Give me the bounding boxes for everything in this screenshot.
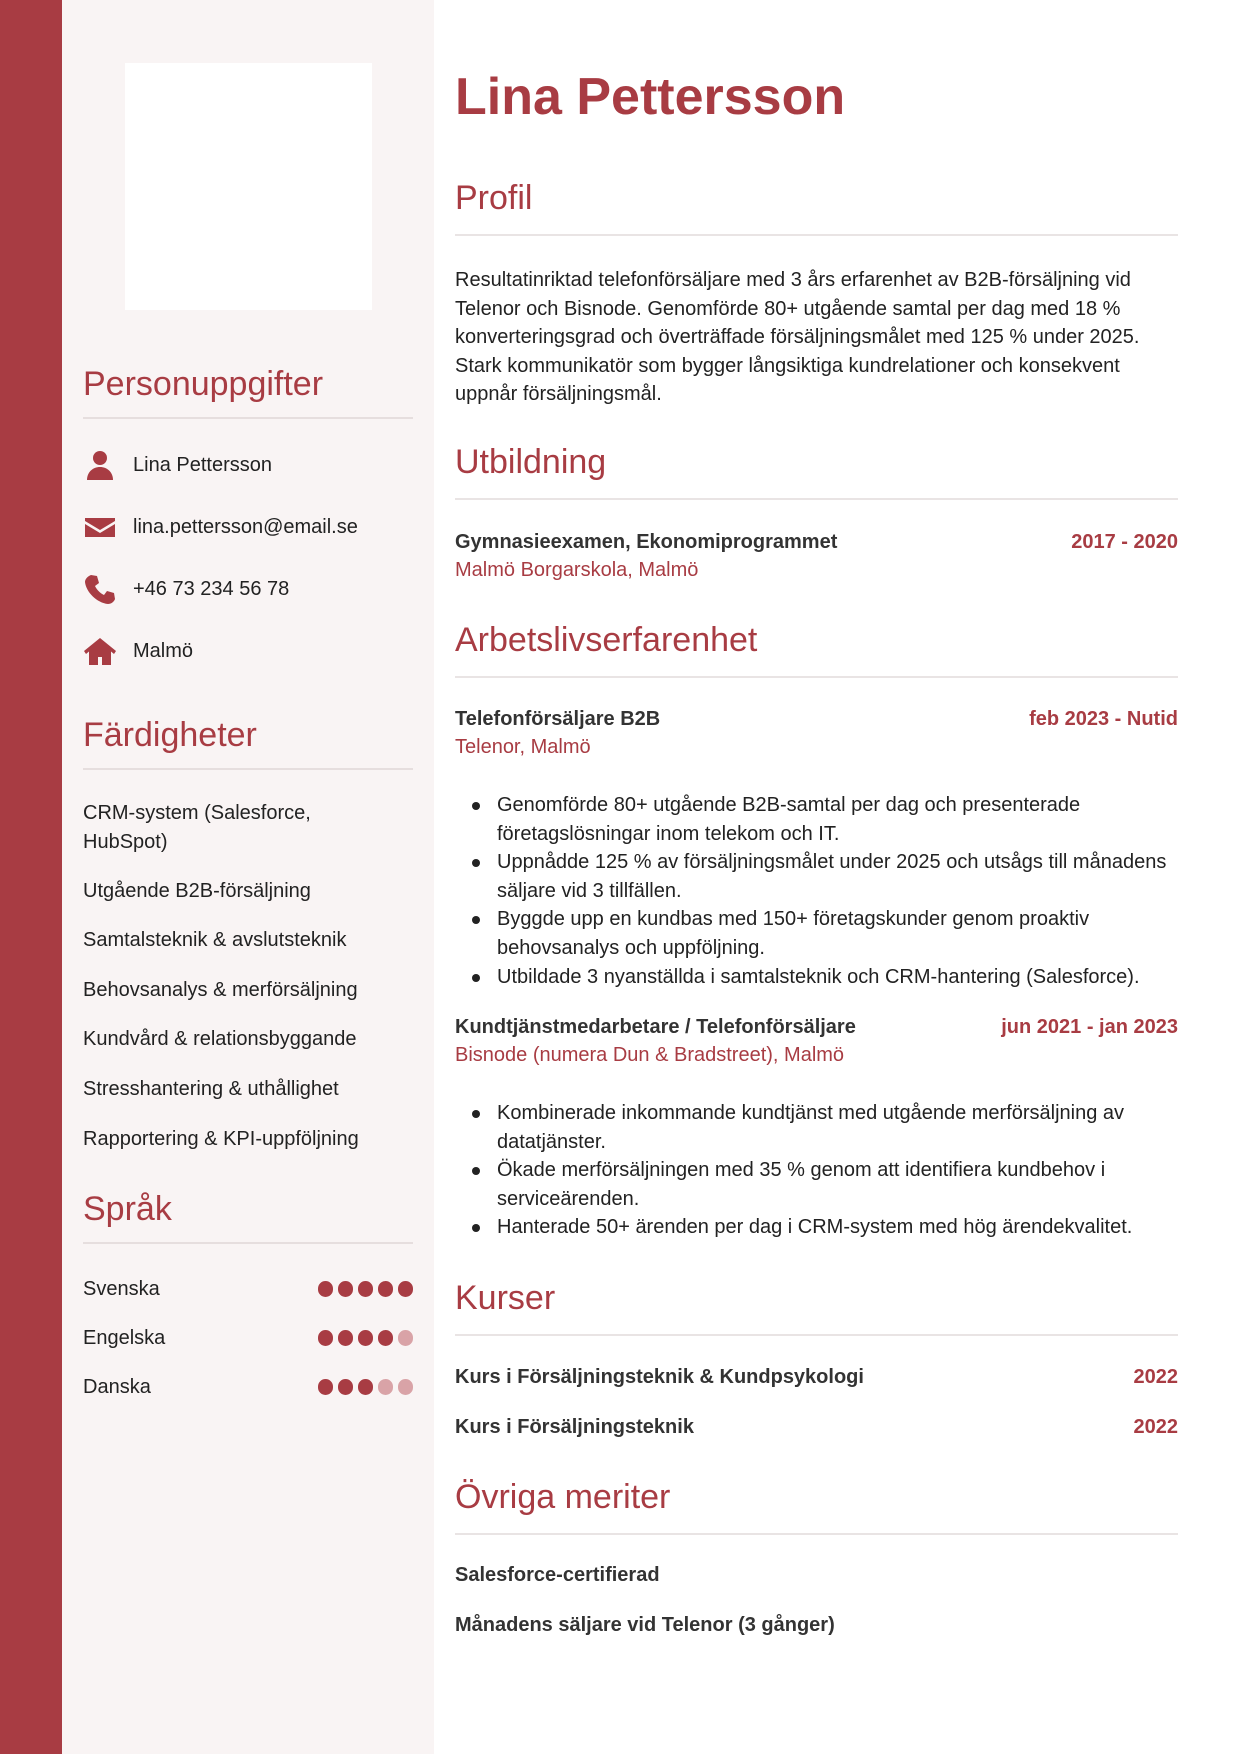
- contact-location: [83, 631, 193, 671]
- phone-icon: [83, 572, 117, 606]
- course-year: 2022: [1133, 1366, 1178, 1388]
- merit-item: Månadens säljare vid Telenor (3 gånger): [455, 1614, 835, 1636]
- level-dot-filled: [318, 1379, 334, 1395]
- contact-phone[interactable]: [83, 569, 289, 609]
- divider: [83, 768, 413, 770]
- level-dot-filled: [358, 1379, 374, 1395]
- envelope-icon: [83, 510, 117, 544]
- level-dot-filled: [358, 1281, 374, 1297]
- education-dates: 2017 - 2020: [1071, 531, 1178, 553]
- contact-email-text[interactable]: lina.pettersson@email.se: [133, 515, 358, 538]
- level-dot-filled: [378, 1330, 394, 1346]
- list-item: Uppnådde 125 % av försäljningsmålet under 2025 och utsågs till månadens säljare vid 3 tillfällen.: [455, 848, 1178, 905]
- profile-section: [455, 178, 1178, 409]
- skill-item: Stresshantering & uthållighet: [83, 1078, 339, 1100]
- level-dot-filled: [378, 1281, 394, 1297]
- contact-email[interactable]: [83, 507, 358, 547]
- skill-item: Samtalsteknik & avslutsteknik: [83, 929, 347, 951]
- experience-title: Arbetslivserfarenhet: [455, 621, 758, 659]
- education-entry-header: [455, 531, 1178, 554]
- candidate-name: Lina Pettersson: [455, 68, 846, 126]
- job-header: [455, 708, 1178, 731]
- divider: [83, 417, 413, 419]
- level-dot-filled: [358, 1330, 374, 1346]
- language-row: [83, 1274, 413, 1304]
- job-role: Telefonförsäljare B2B: [455, 708, 661, 730]
- job-header: [455, 1016, 1178, 1039]
- language-level: [318, 1281, 414, 1297]
- list-item: Byggde upp en kundbas med 150+ företagskunder genom proaktiv behovsanalys och uppföljning.: [455, 905, 1178, 962]
- list-item: Hanterade 50+ ärenden per dag i CRM-system med hög ärendekvalitet.: [455, 1213, 1178, 1242]
- skills-section: [83, 715, 413, 1150]
- education-section: [455, 442, 1178, 581]
- level-dot-filled: [318, 1330, 334, 1346]
- job-role: Kundtjänstmedarbetare / Telefonförsäljare: [455, 1016, 856, 1038]
- job-dates: jun 2021 - jan 2023: [1001, 1016, 1178, 1038]
- divider: [455, 234, 1178, 236]
- list-item: Ökade merförsäljningen med 35 % genom att identifiera kundbehov i serviceärenden.: [455, 1156, 1178, 1213]
- language-row: [83, 1323, 413, 1353]
- courses-section: [455, 1278, 1178, 1438]
- skill-item: Kundvård & relationsbyggande: [83, 1028, 357, 1050]
- home-icon: [83, 634, 117, 668]
- personal-info-title: Personuppgifter: [83, 365, 324, 403]
- divider: [455, 498, 1178, 500]
- profile-photo-placeholder: [125, 63, 372, 310]
- course-name: Kurs i Försäljningsteknik: [455, 1416, 694, 1438]
- level-dot-filled: [338, 1330, 354, 1346]
- education-degree: Gymnasieexamen, Ekonomiprogrammet: [455, 531, 838, 553]
- sidebar: [62, 0, 434, 1754]
- divider: [455, 1334, 1178, 1336]
- divider: [455, 676, 1178, 678]
- level-dot-filled: [338, 1379, 354, 1395]
- job-company: Bisnode (numera Dun & Bradstreet), Malmö: [455, 1044, 845, 1066]
- personal-info-section: [83, 364, 413, 662]
- divider: [455, 1533, 1178, 1535]
- language-name: Svenska: [83, 1277, 160, 1300]
- language-name: Danska: [83, 1375, 151, 1398]
- language-row: [83, 1372, 413, 1402]
- course-name: Kurs i Försäljningsteknik & Kundpsykologi: [455, 1366, 864, 1388]
- merits-section: [455, 1477, 1178, 1636]
- contact-location-text: Malmö: [133, 639, 194, 662]
- job-bullets: [455, 791, 1178, 991]
- accent-bar: [0, 0, 62, 1754]
- merits-title: Övriga meriter: [455, 1478, 671, 1516]
- language-level: [318, 1379, 414, 1395]
- skill-item: Behovsanalys & merförsäljning: [83, 979, 358, 1001]
- level-dot-empty: [398, 1330, 414, 1346]
- education-title: Utbildning: [455, 443, 607, 481]
- course-row: [455, 1366, 1178, 1389]
- list-item: Utbildade 3 nyanställda i samtalsteknik och CRM-hantering (Salesforce).: [455, 963, 1178, 992]
- job-dates: feb 2023 - Nutid: [1029, 708, 1178, 730]
- person-icon: [83, 448, 117, 482]
- education-school: Malmö Borgarskola, Malmö: [455, 559, 699, 581]
- profile-text: Resultatinriktad telefonförsäljare med 3 års erfarenhet av B2B-försäljning vid Telenor och Bisnode. Genomförde 80+ utgående samtal per dag med 18 % konverteringsgrad och överträffade försäljningsmålet med 125 % under 2025. Stark kommunikatör som bygger långsiktiga kundrelationer och konsekvent uppnår försäljningsmål.: [455, 269, 1140, 406]
- contact-phone-text[interactable]: +46 73 234 56 78: [133, 577, 290, 600]
- level-dot-empty: [398, 1379, 414, 1395]
- course-year: 2022: [1133, 1416, 1178, 1438]
- list-item: Genomförde 80+ utgående B2B-samtal per dag och presenterade företagslösningar inom telekom och IT.: [455, 791, 1178, 848]
- skill-item: Rapportering & KPI-uppföljning: [83, 1128, 359, 1150]
- merit-item: Salesforce-certifierad: [455, 1564, 660, 1586]
- language-name: Engelska: [83, 1326, 166, 1349]
- experience-section: [455, 620, 1178, 1239]
- level-dot-filled: [338, 1281, 354, 1297]
- languages-title: Språk: [83, 1190, 172, 1228]
- profile-title: Profil: [455, 179, 533, 217]
- level-dot-filled: [398, 1281, 414, 1297]
- level-dot-empty: [378, 1379, 394, 1395]
- contact-name: [83, 445, 272, 485]
- job-bullets: [455, 1099, 1178, 1242]
- contact-name-text: Lina Pettersson: [133, 453, 272, 476]
- skills-title: Färdigheter: [83, 716, 257, 754]
- language-level: [318, 1330, 414, 1346]
- divider: [83, 1242, 413, 1244]
- level-dot-filled: [318, 1281, 334, 1297]
- courses-title: Kurser: [455, 1279, 556, 1317]
- job-company: Telenor, Malmö: [455, 736, 591, 758]
- list-item: Kombinerade inkommande kundtjänst med utgående merförsäljning av datatjänster.: [455, 1099, 1178, 1156]
- languages-section: [83, 1189, 413, 1398]
- skill-item: Utgående B2B-försäljning: [83, 880, 311, 902]
- skill-item: CRM-system (Salesforce, HubSpot): [83, 802, 311, 853]
- course-row: [455, 1416, 1178, 1439]
